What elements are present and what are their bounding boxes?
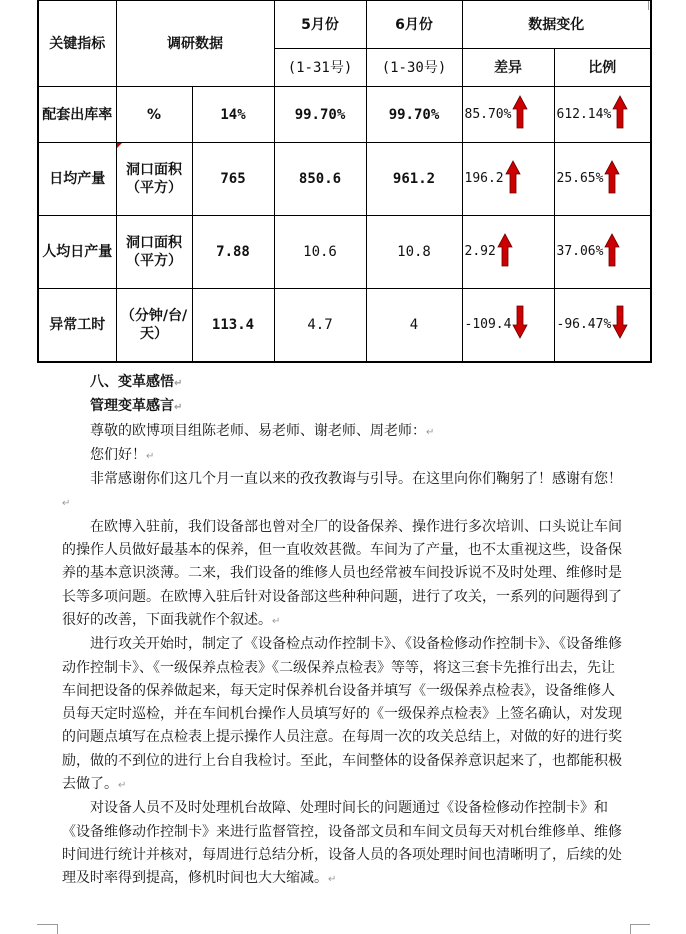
body-text xyxy=(62,371,622,892)
arrow-down-icon xyxy=(512,305,528,344)
crop-mark xyxy=(57,924,58,934)
arrow-up-icon xyxy=(612,95,628,134)
row-base: 765 xyxy=(192,143,274,216)
paragraph: 进行攻关开始时，制定了《设备检点动作控制卡》、《设备检修动作控制卡》、《设备维修动作控制卡》、《一级保养点检表》《二级保养点检表》等等，将这三套卡先推行出去，先让车间把设备的保养做起来，每天定时保养机台设备并填写《一级保养点检表》，设备维修人员每天定时巡检，并在车间机台操作人员填写好的《一级保养点检表》上签名确认，对发现的问题点填写在点检表上提示操作人员注意。在每周一次的攻关总结上，对做的好的进行奖励，做的不到位的进行上台自我检讨。至此，车间整体的设备保养意识起来了，也都能积极去做了。↵ xyxy=(62,636,622,793)
header-research: 调研数据 xyxy=(116,1,274,87)
row-june: 4 xyxy=(366,289,462,362)
row-base: 14% xyxy=(192,87,274,143)
arrow-up-icon xyxy=(604,160,620,199)
row-name: 配套出库率 xyxy=(38,87,116,143)
paragraph: 对设备人员不及时处理机台故障、处理时间长的问题通过《设备检修动作控制卡》和《设备维修动作控制卡》来进行监督管控，设备部文员和车间文员每天对机台维修单、维修时间进行统计并核对，每周进行总结分析，设备人员的各项处理时间也清晰明了，后续的处理及时率得到提高，修机时间也大大缩减。↵ xyxy=(62,800,622,887)
row-diff: -109.4 xyxy=(464,316,512,332)
row-ratio: -96.47% xyxy=(556,316,612,332)
row-unit: （分钟/台/天） xyxy=(116,289,192,362)
row-ratio: 37.06% xyxy=(556,244,604,259)
crop-mark xyxy=(630,924,631,934)
header-may: 5月份 xyxy=(274,1,366,49)
header-change: 数据变化 xyxy=(462,1,651,49)
table-row xyxy=(38,87,651,143)
arrow-up-icon xyxy=(604,233,620,272)
row-diff: 85.70% xyxy=(464,106,512,122)
row-name: 人均日产量 xyxy=(38,216,116,289)
crop-mark xyxy=(630,924,650,925)
header-indicator: 关键指标 xyxy=(38,1,116,87)
header-june: 6月份 xyxy=(366,1,462,49)
row-june: 961.2 xyxy=(366,143,462,216)
paragraph: 非常感谢你们这几个月一直以来的孜孜教诲与引导。在这里向你们鞠躬了！感谢有您！↵ xyxy=(62,471,622,510)
row-diff: 2.92 xyxy=(464,244,496,259)
row-diff-cell xyxy=(462,216,554,289)
header-june-range: (1-30号) xyxy=(366,49,462,87)
row-base: 113.4 xyxy=(192,289,274,362)
row-ratio: 25.65% xyxy=(556,171,604,186)
row-diff-cell xyxy=(462,289,554,362)
row-diff-cell xyxy=(462,143,554,216)
table-row xyxy=(38,289,651,362)
arrow-up-icon xyxy=(512,95,528,134)
row-may: 99.70% xyxy=(274,87,366,143)
row-may: 10.6 xyxy=(274,216,366,289)
row-unit: % xyxy=(116,87,192,143)
crop-mark xyxy=(37,924,57,925)
row-diff: 196.2 xyxy=(464,171,504,186)
greeting: 尊敬的欧博项目组陈老师、易老师、谢老师、周老师：↵ xyxy=(90,422,435,439)
row-ratio: 612.14% xyxy=(556,106,612,122)
row-ratio-cell xyxy=(554,87,651,143)
row-ratio-cell xyxy=(554,143,651,216)
row-ratio-cell xyxy=(554,216,651,289)
arrow-up-icon xyxy=(505,160,521,199)
arrow-down-icon xyxy=(612,305,628,344)
kpi-table xyxy=(37,0,652,363)
row-name: 日均产量 xyxy=(38,143,116,216)
row-june: 99.70% xyxy=(366,87,462,143)
table-row xyxy=(38,143,651,216)
header-diff: 差异 xyxy=(462,49,554,87)
table-row xyxy=(38,216,651,289)
section-heading: 八、变革感悟↵ xyxy=(90,374,183,390)
hello-line: 您们好！↵ xyxy=(90,446,155,463)
row-unit: 洞口面积（平方） xyxy=(116,143,192,216)
row-name: 异常工时 xyxy=(38,289,116,362)
sub-heading: 管理变革感言↵ xyxy=(90,398,183,415)
header-ratio: 比例 xyxy=(554,49,651,87)
row-may: 4.7 xyxy=(274,289,366,362)
row-june: 10.8 xyxy=(366,216,462,289)
header-may-range: (1-31号) xyxy=(274,49,366,87)
row-base: 7.88 xyxy=(192,216,274,289)
paragraph: 在欧博入驻前，我们设备部也曾对全厂的设备保养、操作进行多次培训、口头说让车间的操作人员做好最基本的保养，但一直收效甚微。车间为了产量，也不太重视这些，设备保养的基本意识淡薄。二来，我们设备的维修人员也经常被车间投诉说不及时处理、维修时是长等多项问题。在欧博入驻后针对设备部这些种种问题，进行了攻关，一系列的问题得到了很好的改善，下面我就作个叙述。↵ xyxy=(62,518,622,628)
row-unit: 洞口面积（平方） xyxy=(116,216,192,289)
row-diff-cell xyxy=(462,87,554,143)
row-ratio-cell xyxy=(554,289,651,362)
row-may: 850.6 xyxy=(274,143,366,216)
arrow-up-icon xyxy=(497,233,513,272)
